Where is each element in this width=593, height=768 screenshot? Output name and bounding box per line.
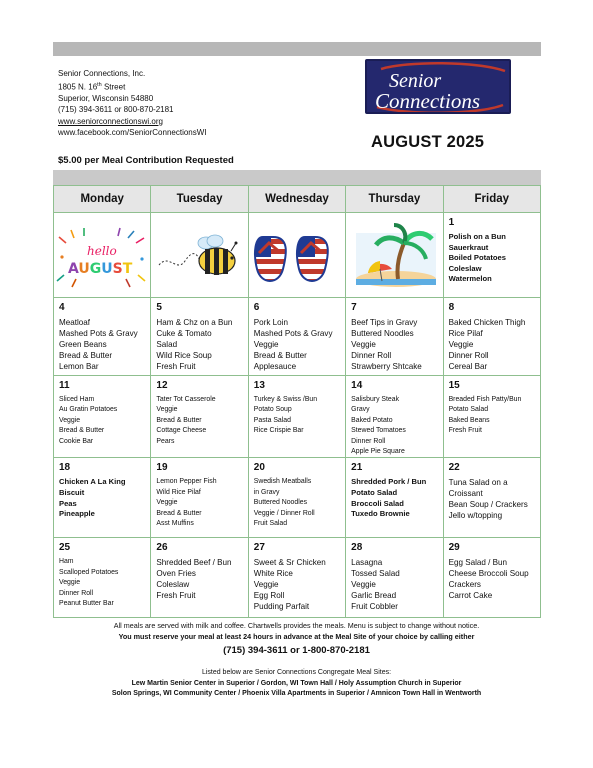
org-city: Superior, Wisconsin 54880 (58, 93, 154, 103)
day-cell-6 (248, 298, 345, 376)
menu-item: Green Beans (59, 340, 107, 349)
menu-item: Ham (59, 558, 74, 566)
day-number: 4 (59, 302, 65, 313)
day-number: 19 (156, 462, 168, 474)
menu-item: Buttered Noodles (351, 329, 414, 338)
day-number: 25 (59, 542, 71, 554)
day-number: 6 (253, 302, 260, 313)
day-cell-15 (443, 376, 540, 458)
day-header: Friday (443, 186, 540, 213)
menu-item: Rice Crispie Bar (253, 427, 304, 435)
menu-item: Tossed Salad (351, 569, 400, 579)
divider-gray-bar (53, 170, 541, 185)
menu-item: Lemon Pepper Fish (156, 478, 217, 486)
day-cell-4 (54, 298, 151, 376)
menu-item: Gravy (351, 406, 370, 414)
day-cell-20 (248, 458, 345, 538)
menu-item: Dinner Roll (448, 351, 489, 360)
day-header: Tuesday (151, 186, 248, 213)
svg-text:hello: hello (87, 244, 117, 258)
menu-item: Fresh Fruit (156, 362, 196, 371)
menu-item: Wild Rice Soup (156, 351, 212, 360)
day-cell-22 (443, 458, 540, 538)
day-cell-18 (54, 458, 151, 538)
meal-contribution-note: $5.00 per Meal Contribution Requested (58, 155, 234, 166)
menu-item: Coleslaw (156, 580, 190, 590)
footer-meal-note: All meals are served with milk and coffee. Chartwells provides the meals. Menu is subject to change without notice. (113, 621, 480, 630)
menu-item: Salisbury Steak (351, 396, 400, 403)
menu-item: Scalloped Potatoes (59, 568, 119, 576)
menu-item: Shredded Pork / Bun (351, 477, 427, 487)
menu-item: White Rice (253, 569, 293, 579)
menu-item: Egg Salad / Bun (448, 558, 508, 568)
menu-item: Bread & Butter (59, 427, 105, 435)
menu-item: Broccoli Salad (351, 498, 404, 508)
day-number: 5 (156, 302, 162, 313)
menu-item: Veggie (59, 416, 81, 424)
day-number: 27 (253, 542, 265, 554)
menu-item: Veggie (156, 406, 178, 414)
month-title: AUGUST 2025 (371, 133, 485, 151)
day-cell-1 (443, 213, 540, 298)
menu-item: Watermelon (448, 274, 492, 284)
menu-item: Sliced Ham (59, 396, 95, 403)
menu-item: in Gravy (253, 488, 280, 496)
menu-item: Swedish Meatballs (253, 478, 312, 486)
footer-sites-line-1: Lew Martin Senior Center in Superior / Gordon, WI Town Hall / Holy Assumption Church in Superior (131, 680, 462, 687)
bee-icon (151, 213, 248, 298)
day-header: Wednesday (248, 186, 345, 213)
menu-item: Breaded Fish Patty/Bun (448, 396, 522, 403)
menu-item: Mashed Pots & Gravy (59, 329, 138, 338)
menu-item: Baked Chicken Thigh (448, 318, 526, 327)
menu-item: Fruit Cobbler (351, 602, 398, 612)
menu-item: Peanut Butter Bar (59, 600, 114, 608)
menu-item: Cereal Bar (448, 362, 488, 371)
svg-text:Senior: Senior (389, 70, 442, 92)
week-row (54, 538, 541, 618)
menu-item: Potato Salad (448, 406, 489, 414)
org-facebook-link[interactable]: www.facebook.com/SeniorConnectionsWI (58, 128, 207, 138)
day-cell-26 (151, 538, 248, 618)
day-header: Monday (54, 186, 151, 213)
menu-item: Jello w/topping (448, 511, 503, 521)
menu-item: Cottage Cheese (156, 427, 207, 435)
day-number: 7 (351, 302, 357, 313)
menu-item: Veggie / Dinner Roll (253, 509, 315, 517)
menu-item: Baked Potato (351, 416, 393, 424)
day-cell-11 (54, 376, 151, 458)
day-number: 26 (156, 542, 168, 554)
footer-phone: (715) 394-3611 or 1-800-870-2181 (223, 645, 370, 656)
week-row (54, 376, 541, 458)
menu-item: Fruit Salad (253, 520, 288, 528)
menu-item: Croissant (448, 489, 483, 499)
menu-item: Potato Soup (253, 406, 292, 414)
hello-august-graphic (54, 213, 151, 298)
menu-item: Sweet & Sr Chicken (253, 558, 326, 568)
week-row (54, 213, 541, 298)
day-number: 8 (448, 302, 455, 313)
day-number: 28 (351, 542, 363, 554)
menu-item: Coleslaw (448, 263, 482, 273)
menu-item: Veggie (351, 340, 376, 349)
menu-item: Ham & Chz on a Bun (156, 318, 233, 327)
org-website-link[interactable]: www.seniorconnectionswi.org (58, 116, 163, 126)
menu-item: Dinner Roll (59, 589, 94, 597)
day-number: 18 (59, 462, 71, 474)
day-number: 22 (448, 462, 460, 474)
day-number: 13 (253, 380, 265, 391)
menu-item: Meatloaf (59, 318, 91, 327)
menu-item: Pears (156, 437, 175, 445)
org-street: 1805 N. 16th Street (58, 81, 126, 92)
menu-item: Bean Soup / Crackers (448, 500, 528, 510)
menu-item: Sauerkraut (448, 242, 489, 252)
menu-calendar (53, 185, 541, 618)
day-number: 15 (448, 380, 460, 391)
menu-item: Beef Tips in Gravy (351, 318, 418, 327)
menu-item: Polish on a Bun (448, 232, 506, 241)
menu-item: Chicken A La King (59, 477, 126, 487)
day-number: 21 (351, 462, 363, 474)
header-gray-bar (53, 42, 541, 56)
menu-item: Salad (156, 340, 178, 349)
menu-item: Strawberry Shtcake (351, 362, 422, 371)
menu-item: Pork Loin (253, 318, 288, 327)
menu-item: Lasagna (351, 558, 383, 568)
day-cell-21 (346, 458, 443, 538)
menu-item: Oven Fries (156, 569, 196, 579)
menu-item: Garlic Bread (351, 591, 397, 601)
menu-item: Bread & Butter (156, 416, 202, 424)
menu-item: Biscuit (59, 488, 85, 498)
footer-sites-line-2: Solon Springs, WI Community Center / Phoenix Villa Apartments in Superior / Amnicon Town Hall in Wentworth (111, 690, 482, 697)
weekday-header-row (54, 186, 541, 213)
day-number: 20 (253, 462, 265, 474)
day-cell-25 (54, 538, 151, 618)
menu-item: Fresh Fruit (156, 591, 196, 601)
menu-item: Tater Tot Casserole (156, 396, 216, 403)
menu-item: Tuna Salad on a (448, 478, 508, 488)
menu-item: Bread & Butter (156, 509, 202, 517)
menu-item: Stewed Tomatoes (351, 427, 406, 435)
menu-item: Potato Salad (351, 488, 398, 498)
menu-item: Veggie (59, 579, 81, 587)
menu-item: Egg Roll (253, 591, 285, 601)
day-cell-19 (151, 458, 248, 538)
menu-item: Veggie (253, 580, 279, 590)
menu-item: Carrot Cake (448, 591, 493, 601)
american-flag-flip-flops-icon (248, 213, 345, 298)
footer-sites-intro: Listed below are Senior Connections Congregate Meal Sites: (201, 669, 392, 676)
day-number: 14 (351, 380, 363, 391)
menu-item: Mashed Pots & Gravy (253, 329, 333, 338)
day-cell-5 (151, 298, 248, 376)
menu-item: Wild Rice Pilaf (156, 488, 201, 496)
menu-item: Buttered Noodles (253, 499, 308, 507)
day-cell-8 (443, 298, 540, 376)
menu-item: Shredded Beef / Bun (156, 558, 232, 568)
menu-item: Cuke & Tomato (156, 329, 212, 338)
day-number: 1 (448, 217, 455, 228)
org-phone: (715) 394-3611 or 800-870-2181 (58, 105, 174, 115)
menu-item: Turkey & Swiss /Bun (253, 396, 318, 403)
menu-item: Bread & Butter (253, 351, 307, 360)
day-cell-7 (346, 298, 443, 376)
day-cell-28 (346, 538, 443, 618)
day-cell-27 (248, 538, 345, 618)
menu-item: Veggie (253, 340, 279, 349)
menu-item: Asst Muffins (156, 520, 194, 528)
senior-connections-logo (365, 59, 511, 114)
menu-item: Cookie Bar (59, 437, 94, 445)
menu-item: Pudding Parfait (253, 602, 310, 612)
day-number: 29 (448, 542, 460, 554)
day-cell-29 (443, 538, 540, 618)
menu-item: Rice Pilaf (448, 329, 483, 338)
day-cell-13 (248, 376, 345, 458)
week-row (54, 298, 541, 376)
org-name: Senior Connections, Inc. (58, 69, 146, 78)
menu-item: Dinner Roll (351, 437, 386, 445)
day-number: 12 (156, 380, 168, 391)
svg-text:Connections: Connections (375, 89, 480, 113)
day-cell-12 (151, 376, 248, 458)
beach-palm-tree-icon (346, 213, 443, 298)
menu-item: Pineapple (59, 509, 95, 519)
menu-item: Pasta Salad (253, 416, 291, 424)
menu-item: Cheese Broccoli Soup (448, 569, 529, 579)
menu-item: Boiled Potatoes (448, 253, 506, 263)
organization-address-block (58, 68, 207, 139)
menu-item: Crackers (448, 580, 481, 590)
menu-item: Veggie (156, 499, 178, 507)
menu-item: Veggie (351, 580, 376, 590)
menu-item: Applesauce (253, 362, 297, 371)
menu-item: Au Gratin Potatoes (59, 406, 118, 414)
menu-item: Baked Beans (448, 416, 490, 424)
menu-item: Tuxedo Brownie (351, 509, 410, 519)
menu-item: Dinner Roll (351, 351, 392, 360)
menu-item: Veggie (448, 340, 474, 349)
day-number: 11 (59, 380, 70, 391)
svg-text:AUGUST: AUGUST (68, 261, 133, 277)
menu-item: Apple Pie Square (351, 448, 405, 456)
menu-item: Fresh Fruit (448, 427, 482, 435)
menu-item: Peas (59, 498, 77, 508)
menu-item: Bread & Butter (59, 351, 113, 360)
day-cell-14 (346, 376, 443, 458)
week-row (54, 458, 541, 538)
menu-item: Lemon Bar (59, 362, 99, 371)
day-header: Thursday (346, 186, 443, 213)
footer-reservation-note: You must reserve your meal at least 24 hours in advance at the Meal Site of your choice by calling either (118, 632, 475, 641)
